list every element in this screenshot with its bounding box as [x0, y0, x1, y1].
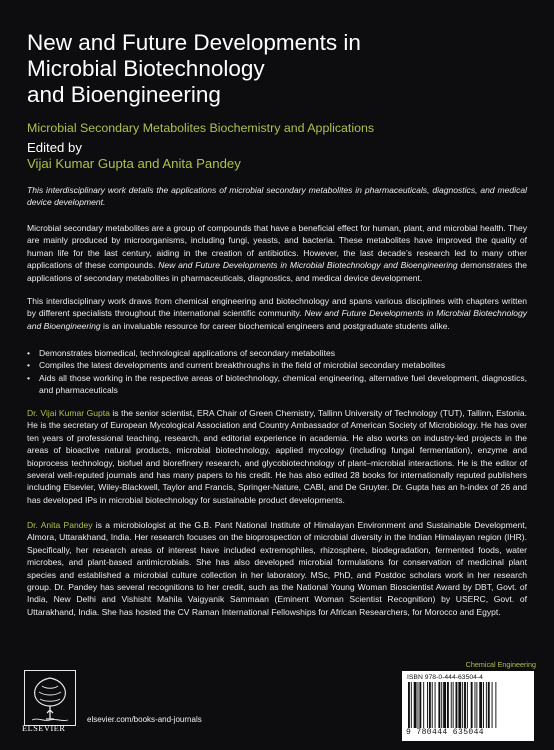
barcode-bar: [438, 682, 440, 728]
barcode-bar: [427, 682, 428, 728]
description-paragraph-2: [27, 295, 527, 332]
intro-paragraph: This interdisciplinary work details the applications of microbial secondary metabolites in pharmaceuticals, diagnostics, and medical device development.: [27, 185, 527, 208]
book-subtitle: Microbial Secondary Metabolites Biochemistry and Applications: [27, 121, 375, 135]
title-line-3: and Bioengineering: [27, 82, 221, 107]
title-line-1: New and Future Developments in: [27, 30, 361, 55]
barcode-bar: [464, 682, 466, 728]
barcode-bar: [408, 682, 410, 728]
elsevier-tree-logo-icon: [24, 665, 76, 731]
barcode-panel: [402, 671, 534, 741]
para2-text-a: This interdisciplinary work draws from chemical engineering and biotechnology and spans various disciplines with chapters written by different specialists throughout the international scientific community.: [27, 296, 527, 319]
bio1-name: Dr. Vijai Kumar Gupta: [27, 408, 110, 418]
bio1-text: is the senior scientist, ERA Chair of Green Chemistry, Tallinn University of Technology (TUT), Tallinn, Estonia. He is the secretary of European Mycological Association and Country Ambassador of American Society of Microbiology. He has over ten years of professional teaching, research, and editorial experience in academia. He also works on industry-led projects in the areas of bioactive natural products, microbial biotechnology, applied mycology (including fungal fermentation), enzyme and bioprocess technology, biofuel and biorefinery research, and glycobiotechnology of plant–microbial interactions. He is the editor of several well-reputed journals and has many papers to his credit. He has also edited 28 books for internationally reputed publishers including Elsevier, Wiley-Blackwell, Taylor and Francis, Springer-Nature, CABI, and De Gruyter. Dr. Gupta has an h-index of 26 and has developed IPs in microbial biotechnology for sustainable product developments.: [27, 408, 527, 505]
title-line-2: Microbial Biotechnology: [27, 56, 265, 81]
editor-bio-gupta: [27, 407, 527, 506]
para1-text-a: Microbial secondary metabolites are a group of compounds that have a beneficial effect for human, plant, and microbial health. They are mainly produced by microorganisms, including fungi, yeasts, and bacteria. These metabolites have improved the quality of human life for the last century, aiding in the creation of antibiotics. However, the last decade’s research led to many other applications of these compounds.: [27, 223, 527, 271]
barcode-bar: [486, 682, 487, 728]
book-title: [27, 30, 527, 108]
barcode-bar: [441, 682, 442, 728]
isbn-label: ISBN 978-0-444-63504-4: [407, 674, 483, 681]
para2-text-b: is an invaluable resource for career biochemical engineers and postgraduate students alike.: [100, 320, 450, 331]
barcode-bar: [443, 682, 446, 728]
editor-bio-pandey: [27, 519, 527, 618]
barcode-bar: [488, 682, 490, 728]
barcode-bar: [462, 682, 463, 728]
bullet-item: • Demonstrates biomedical, technological applications of secondary metabolites: [27, 347, 527, 359]
bio2-text: is a microbiologist at the G.B. Pant National Institute of Himalayan Environment and Sustainable Development, Almora, Uttarakhand, India. Her research focuses on the bioprospection of microbial diversity in the Indian Himalayan region (IHR). Specifically, her research areas of interest have included extremophiles, rhizosphere, biodegradation, fermented foods, water microbes, and plant-based antimicrobials. She has also developed microbial formulations for conservation of medicinal plant species and established a microbial culture collection in her laboratory. MSc, PhD, and Postdoc scholars work in her research group. Dr. Pandey has several recognitions to her credit, such as the National Young Woman Bioscientist Award by DBT, Govt. of India, New Delhi and Vishisht Mahila Vaigyanik Sammaan (Eminent Woman Scientist Recognition) by USERC, Govt. of Uttarakhand, India. She has hosted the CV Raman International Fellowships for African Researchers, for Morocco and Egypt.: [27, 520, 527, 617]
barcode-bar: [479, 682, 482, 728]
bullet-list: [27, 347, 527, 397]
barcode-bar: [429, 682, 431, 728]
barcode-bar: [435, 682, 436, 728]
barcode-bar: [495, 682, 496, 728]
bullet-item: • Compiles the latest developments and current breakthroughs in the field of microbial secondary metabolites: [27, 359, 527, 371]
edited-by-label: Edited by: [27, 140, 82, 155]
publisher-name: ELSEVIER: [22, 724, 66, 733]
barcode-bar: [418, 682, 419, 728]
bio2-name: Dr. Anita Pandey: [27, 520, 93, 530]
barcode-icon: [406, 682, 530, 728]
barcode-bar: [423, 682, 424, 728]
publisher-url[interactable]: elsevier.com/books-and-journals: [87, 715, 202, 724]
category-label: Chemical Engineering: [465, 660, 536, 669]
barcode-bar: [483, 682, 484, 728]
barcode-bar: [476, 682, 477, 728]
barcode-bar: [453, 682, 454, 728]
barcode-bar: [447, 682, 449, 728]
barcode-bar: [432, 682, 433, 728]
editor-names: Vijai Kumar Gupta and Anita Pandey: [27, 156, 241, 171]
barcode-bar: [458, 682, 461, 728]
barcode-bar: [467, 682, 468, 728]
barcode-bar: [451, 682, 452, 728]
barcode-bar: [414, 682, 417, 728]
barcode-bar: [471, 682, 473, 728]
para2-book-title: New and Future Developments in Microbial Biotechnology and Bioengineering: [27, 308, 527, 331]
barcode-bar: [475, 682, 476, 728]
para1-text-b: demonstrates the applications of secondary metabolites in pharmaceuticals, diagnostics, and medical device development.: [27, 260, 527, 283]
barcode-bar: [492, 682, 493, 728]
bullet-item: • Aids all those working in the respective areas of biotechnology, chemical engineering, alternative fuel development, diagnostics, and pharmaceuticals: [27, 372, 527, 397]
barcode-bar: [456, 682, 458, 728]
para1-book-title: New and Future Developments in Microbial Biotechnology and Bioengineering: [158, 260, 458, 271]
barcode-bar: [411, 682, 412, 728]
barcode-bar: [419, 682, 421, 728]
description-paragraph-1: [27, 222, 527, 284]
feature-bullets: [27, 347, 527, 397]
barcode-digits: 9 780444 635044: [406, 728, 485, 737]
